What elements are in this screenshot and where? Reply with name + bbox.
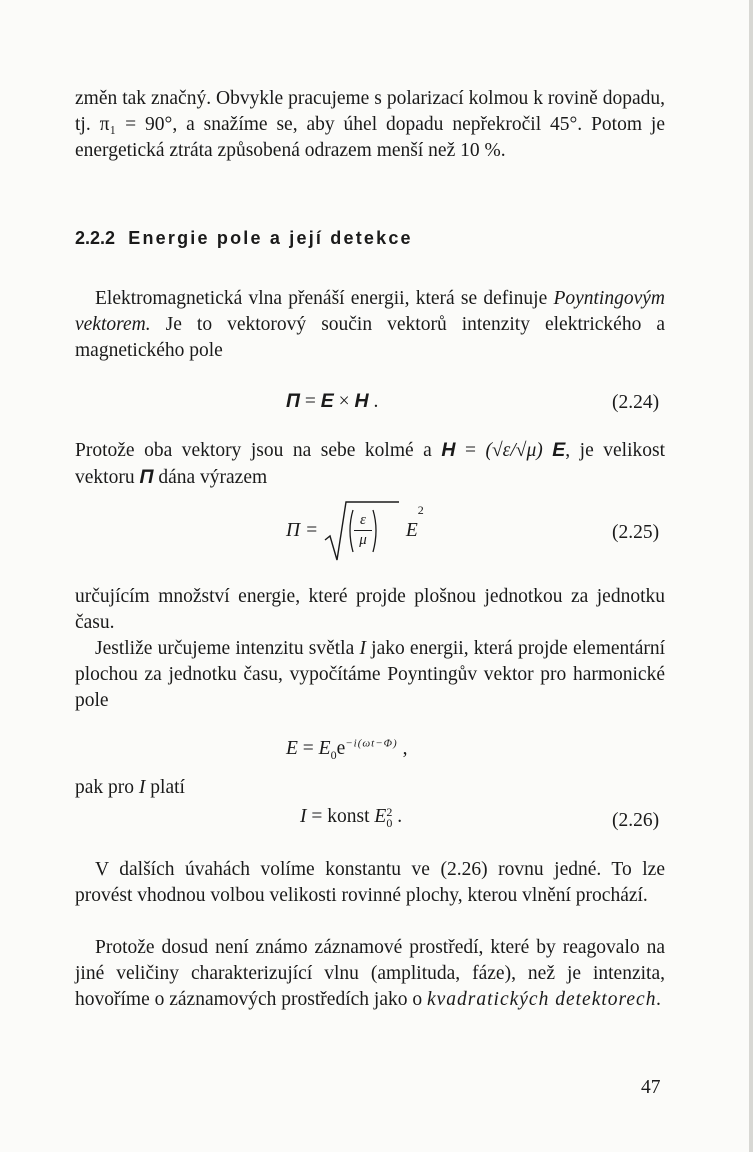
eqE-exponent: −i(ωt−Φ) bbox=[345, 737, 398, 750]
para3-text1: Protože oba vektory jsou na sebe kolmé a bbox=[75, 440, 432, 461]
paragraph-detectors bbox=[75, 935, 665, 1013]
para3-text2: , je velikost vektoru bbox=[75, 440, 665, 488]
eq26-period: . bbox=[397, 806, 403, 827]
para2-intro: Elektromagnetická vlna přenáší energii, která se definuje bbox=[95, 288, 548, 309]
equation-label-2-26: (2.26) bbox=[612, 810, 660, 831]
eq26-indices bbox=[386, 804, 393, 830]
eqE-sub0: 0 bbox=[330, 747, 337, 762]
eqE-base: e bbox=[336, 738, 346, 759]
paragraph-intensity bbox=[75, 636, 665, 714]
eq24-h: H bbox=[354, 390, 369, 412]
fraction-denominator: μ bbox=[359, 532, 367, 548]
para5-text1: Jestliže určujeme intenzitu světla bbox=[95, 638, 355, 659]
paragraph-polarization: změn tak značný. Obvykle pracujeme s polarizací kolmou k rovině dopadu, tj. π₁ = 90°, a snažíme se, aby úhel dopadu nepřekročil 45°. Potom je energetická ztráta způsobená odrazem menší než 10 %. bbox=[75, 88, 665, 161]
para8-italic: kvadratických detektorech. bbox=[426, 989, 663, 1010]
para2-rest: Je to vektorový součin vektorů intenzity elektrického a magnetického pole bbox=[75, 314, 666, 361]
equation-2-26 bbox=[300, 806, 402, 829]
fraction-numerator: ε bbox=[360, 512, 366, 528]
sqrt-expression bbox=[323, 500, 401, 562]
eq24-pi: Π bbox=[286, 390, 300, 412]
equation-2-24 bbox=[286, 390, 378, 413]
eq26-konst: konst bbox=[327, 806, 370, 827]
fraction bbox=[354, 512, 372, 549]
eq26-sup: 2 bbox=[386, 804, 393, 819]
equation-label-2-24: (2.24) bbox=[612, 392, 660, 413]
eq24-times: × bbox=[338, 391, 350, 412]
equation-2-25 bbox=[286, 500, 424, 564]
eqE-e0: E bbox=[318, 738, 331, 759]
section-title: Energie pole a její detekce bbox=[128, 228, 413, 248]
eqE-comma: , bbox=[402, 738, 408, 759]
eqE-lhs: E bbox=[286, 738, 298, 759]
page-number: 47 bbox=[641, 1077, 661, 1098]
eq25-exponent: 2 bbox=[417, 502, 424, 517]
para3-expr: (√ε/√μ) bbox=[485, 440, 543, 461]
eq26-equals: = bbox=[311, 806, 323, 827]
poynting-term: Poyntingovým vektorem. bbox=[75, 288, 665, 335]
para3-pi: Π bbox=[139, 466, 154, 488]
paragraph-then-for-i bbox=[75, 775, 665, 801]
para5-i: I bbox=[359, 638, 366, 659]
eq24-period: . bbox=[373, 391, 379, 412]
equation-label-2-25: (2.25) bbox=[612, 522, 660, 543]
paragraph-energy-per-area: určujícím množství energie, které projde plošnou jednotkou za jednotku času. bbox=[75, 586, 665, 633]
eq26-e: E bbox=[374, 806, 387, 827]
eq25-lhs: Π = bbox=[286, 520, 319, 541]
para6-text: pak pro bbox=[75, 777, 135, 798]
eq26-sub: 0 bbox=[386, 815, 393, 830]
fraction-bar bbox=[354, 530, 372, 531]
eq26-i: I bbox=[300, 806, 307, 827]
section-number: 2.2.2 bbox=[75, 228, 116, 248]
page-edge bbox=[749, 0, 753, 1152]
paragraph-magnitude bbox=[75, 437, 665, 491]
para8-text: Protože dosud není známo záznamové prostředí, které by reagovalo na jiné veličiny charakterizující vlnu (amplituda, fáze), než je intenzita, hovoříme o záznamových prostředích jako o bbox=[75, 937, 665, 1010]
para6-text2: platí bbox=[150, 777, 185, 798]
paragraph-poynting bbox=[75, 286, 665, 364]
eq25-e: E bbox=[405, 520, 418, 541]
para3-e: E bbox=[552, 439, 566, 461]
paragraph-constant: V dalších úvahách volíme konstantu ve (2.26) rovnu jedné. To lze provést vhodnou volbou velikosti rovinné plochy, kterou vlnění prochází. bbox=[75, 859, 665, 906]
para3-equals: = bbox=[464, 440, 476, 461]
section-heading bbox=[75, 228, 413, 249]
para5-text2: jako energii, která projde elementární plochou za jednotku času, vypočítáme Poyntingův vektor pro harmonické pole bbox=[75, 638, 666, 711]
eqE-equals: = bbox=[302, 738, 314, 759]
para6-i: I bbox=[138, 777, 146, 798]
eq24-equals: = bbox=[304, 391, 316, 412]
eq24-e: E bbox=[320, 390, 334, 412]
equation-harmonic-field bbox=[286, 738, 407, 760]
para3-h: H bbox=[441, 439, 456, 461]
para3-text3: dána výrazem bbox=[158, 467, 268, 488]
